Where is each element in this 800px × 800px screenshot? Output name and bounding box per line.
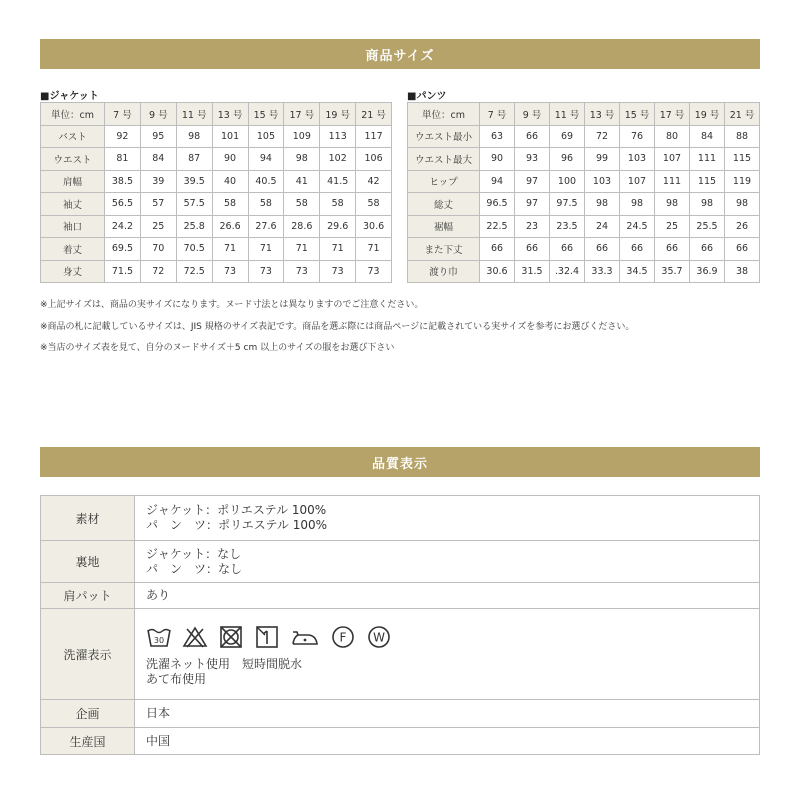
jacket-value-cell: 81 xyxy=(105,148,141,171)
jacket-value-cell: 71 xyxy=(284,238,320,261)
jacket-value-cell: 98 xyxy=(284,148,320,171)
material-value xyxy=(135,496,760,541)
pants-value-cell: 31.5 xyxy=(515,260,550,283)
pants-size-header-cell: 19 号 xyxy=(690,103,725,126)
note-1: ※上記サイズは、商品の実サイズになります。ヌード寸法とは異なりますのでご注意ください。 xyxy=(40,300,424,310)
origin-value: 中国 xyxy=(135,728,760,755)
pants-value-cell: 115 xyxy=(690,170,725,193)
pants-value-cell: 35.7 xyxy=(655,260,690,283)
jacket-value-cell: 69.5 xyxy=(105,238,141,261)
jacket-value-cell: 84 xyxy=(140,148,176,171)
dry-clean-f-icon xyxy=(330,625,356,649)
care-row xyxy=(41,609,760,700)
jacket-row xyxy=(41,170,392,193)
pants-value-cell: 119 xyxy=(725,170,760,193)
pants-value-cell: 26 xyxy=(725,215,760,238)
jacket-value-cell: 58 xyxy=(248,193,284,216)
pants-value-cell: 76 xyxy=(620,125,655,148)
pants-value-cell: 84 xyxy=(690,125,725,148)
material-row xyxy=(41,496,760,541)
jacket-value-cell: 73 xyxy=(212,260,248,283)
care-value xyxy=(135,609,760,700)
pants-value-cell: 63 xyxy=(480,125,515,148)
jacket-row-label: 着丈 xyxy=(41,238,105,261)
wash-temp-label: 30 xyxy=(153,636,165,645)
origin-row xyxy=(41,728,760,755)
pants-value-cell: 115 xyxy=(725,148,760,171)
pants-row xyxy=(408,170,760,193)
jacket-value-cell: 72 xyxy=(140,260,176,283)
jacket-value-cell: 41.5 xyxy=(320,170,356,193)
jacket-value-cell: 98 xyxy=(176,125,212,148)
jacket-value-cell: 90 xyxy=(212,148,248,171)
jacket-size-header-cell: 9 号 xyxy=(140,103,176,126)
jacket-value-cell: 87 xyxy=(176,148,212,171)
origin-label: 生産国 xyxy=(41,728,135,755)
jacket-value-cell: 102 xyxy=(320,148,356,171)
jacket-size-table xyxy=(40,102,392,283)
jacket-value-cell: 40 xyxy=(212,170,248,193)
jacket-row-label: バスト xyxy=(41,125,105,148)
jacket-size-header-cell: 17 号 xyxy=(284,103,320,126)
jacket-value-cell: 101 xyxy=(212,125,248,148)
shoulder-pad-row xyxy=(41,583,760,609)
pants-size-header-cell: 21 号 xyxy=(725,103,760,126)
jacket-value-cell: 25.8 xyxy=(176,215,212,238)
pants-value-cell: 94 xyxy=(480,170,515,193)
jacket-value-cell: 71 xyxy=(248,238,284,261)
note-2: ※商品の札に記載しているサイズは、JIS 規格のサイズ表記です。商品を選ぶ際には商品ページに記載されている実サイズを参考にお選びください。 xyxy=(40,322,635,332)
pants-header-row xyxy=(408,103,760,126)
pants-value-cell: 99 xyxy=(585,148,620,171)
jacket-value-cell: 40.5 xyxy=(248,170,284,193)
shoulder-pad-label: 肩パット xyxy=(41,583,135,609)
jacket-value-cell: 73 xyxy=(320,260,356,283)
pants-size-header-cell: 9 号 xyxy=(515,103,550,126)
jacket-value-cell: 25 xyxy=(140,215,176,238)
pants-row-label: ウエスト最小 xyxy=(408,125,480,148)
quality-table xyxy=(40,495,760,755)
pants-value-cell: 98 xyxy=(585,193,620,216)
pants-size-table xyxy=(407,102,760,283)
jacket-value-cell: 70 xyxy=(140,238,176,261)
jacket-row-label: 袖丈 xyxy=(41,193,105,216)
pants-value-cell: 103 xyxy=(585,170,620,193)
pants-row xyxy=(408,148,760,171)
pants-table-title: ■パンツ xyxy=(407,91,447,102)
pants-row xyxy=(408,215,760,238)
pants-value-cell: 103 xyxy=(620,148,655,171)
jacket-row xyxy=(41,148,392,171)
care-icons xyxy=(146,623,759,651)
jacket-value-cell: 113 xyxy=(320,125,356,148)
plan-value: 日本 xyxy=(135,700,760,728)
lining-row xyxy=(41,541,760,583)
pants-value-cell: 24 xyxy=(585,215,620,238)
jacket-value-cell: 26.6 xyxy=(212,215,248,238)
jacket-value-cell: 58 xyxy=(320,193,356,216)
pants-value-cell: 66 xyxy=(515,238,550,261)
jacket-value-cell: 28.6 xyxy=(284,215,320,238)
jacket-value-cell: 117 xyxy=(356,125,392,148)
jacket-value-cell: 29.6 xyxy=(320,215,356,238)
material-pants: パ ン ツ：ポリエステル 100% xyxy=(146,518,328,532)
jacket-row-label: 袖口 xyxy=(41,215,105,238)
jacket-value-cell: 30.6 xyxy=(356,215,392,238)
jacket-size-header-cell: 15 号 xyxy=(248,103,284,126)
jacket-value-cell: 27.6 xyxy=(248,215,284,238)
jacket-value-cell: 73 xyxy=(284,260,320,283)
note-3: ※当店のサイズ表を見て、自分のヌードサイズ＋5 cm 以上のサイズの服をお選び下さい xyxy=(40,343,395,353)
dry-clean-f-letter: F xyxy=(339,630,347,645)
jacket-table-title: ■ジャケット xyxy=(40,91,99,102)
material-jacket: ジャケット：ポリエステル 100% xyxy=(146,503,327,517)
pants-row-label: 裾幅 xyxy=(408,215,480,238)
jacket-value-cell: 42 xyxy=(356,170,392,193)
jacket-size-header-cell: 11 号 xyxy=(176,103,212,126)
jacket-value-cell: 73 xyxy=(356,260,392,283)
pants-row xyxy=(408,238,760,261)
jacket-value-cell: 72.5 xyxy=(176,260,212,283)
jacket-header-row xyxy=(41,103,392,126)
jacket-size-header-cell: 19 号 xyxy=(320,103,356,126)
jacket-value-cell: 71.5 xyxy=(105,260,141,283)
jacket-size-header-cell: 7 号 xyxy=(105,103,141,126)
pants-size-header-cell: 7 号 xyxy=(480,103,515,126)
pants-size-header-cell: 17 号 xyxy=(655,103,690,126)
jacket-row-label: 身丈 xyxy=(41,260,105,283)
pants-row xyxy=(408,260,760,283)
jacket-value-cell: 24.2 xyxy=(105,215,141,238)
size-banner: 商品サイズ xyxy=(40,39,760,69)
lining-label: 裏地 xyxy=(41,541,135,583)
jacket-value-cell: 56.5 xyxy=(105,193,141,216)
pants-value-cell: 98 xyxy=(690,193,725,216)
pants-row-label: ウエスト最大 xyxy=(408,148,480,171)
pants-value-cell: 90 xyxy=(480,148,515,171)
pants-value-cell: 36.9 xyxy=(690,260,725,283)
jacket-value-cell: 94 xyxy=(248,148,284,171)
pants-value-cell: 23.5 xyxy=(550,215,585,238)
jacket-row-label: ウエスト xyxy=(41,148,105,171)
jacket-value-cell: 109 xyxy=(284,125,320,148)
lining-jacket: ジャケット：なし xyxy=(146,546,242,561)
jacket-value-cell: 71 xyxy=(320,238,356,261)
jacket-size-header-cell: 13 号 xyxy=(212,103,248,126)
no-tumble-dry-icon xyxy=(218,625,244,649)
pants-size-header-cell: 13 号 xyxy=(585,103,620,126)
jacket-row xyxy=(41,193,392,216)
jacket-value-cell: 58 xyxy=(356,193,392,216)
jacket-value-cell: 58 xyxy=(212,193,248,216)
pants-value-cell: 66 xyxy=(725,238,760,261)
pants-row-label: また下丈 xyxy=(408,238,480,261)
quality-banner: 品質表示 xyxy=(40,447,760,477)
pants-value-cell: 66 xyxy=(515,125,550,148)
care-note-2: あて布使用 xyxy=(146,672,207,686)
pants-row-label: ヒップ xyxy=(408,170,480,193)
jacket-value-cell: 95 xyxy=(140,125,176,148)
pants-row-label: 総丈 xyxy=(408,193,480,216)
pants-value-cell: 80 xyxy=(655,125,690,148)
pants-value-cell: 100 xyxy=(550,170,585,193)
jacket-value-cell: 39 xyxy=(140,170,176,193)
jacket-row xyxy=(41,215,392,238)
pants-value-cell: 66 xyxy=(585,238,620,261)
jacket-row xyxy=(41,238,392,261)
pants-row-label: 渡り巾 xyxy=(408,260,480,283)
jacket-value-cell: 57 xyxy=(140,193,176,216)
pants-value-cell: 96 xyxy=(550,148,585,171)
pants-value-cell: 96.5 xyxy=(480,193,515,216)
pants-value-cell: 30.6 xyxy=(480,260,515,283)
no-bleach-icon xyxy=(182,625,208,649)
line-dry-icon xyxy=(254,625,280,649)
jacket-row xyxy=(41,125,392,148)
pants-size-header-cell: 11 号 xyxy=(550,103,585,126)
pants-value-cell: 111 xyxy=(655,170,690,193)
pants-value-cell: 72 xyxy=(585,125,620,148)
wet-clean-w-icon xyxy=(366,625,392,649)
pants-value-cell: 34.5 xyxy=(620,260,655,283)
care-note-1: 洗濯ネット使用 短時間脱水 xyxy=(146,657,303,671)
pants-value-cell: 22.5 xyxy=(480,215,515,238)
pants-unit-cell: 単位：cm xyxy=(408,103,480,126)
pants-value-cell: 97 xyxy=(515,170,550,193)
jacket-value-cell: 58 xyxy=(284,193,320,216)
jacket-row xyxy=(41,260,392,283)
pants-size-header-cell: 15 号 xyxy=(620,103,655,126)
pants-value-cell: 23 xyxy=(515,215,550,238)
jacket-value-cell: 106 xyxy=(356,148,392,171)
jacket-value-cell: 105 xyxy=(248,125,284,148)
pants-value-cell: 25 xyxy=(655,215,690,238)
pants-value-cell: 107 xyxy=(620,170,655,193)
jacket-value-cell: 71 xyxy=(356,238,392,261)
care-label: 洗濯表示 xyxy=(41,609,135,700)
jacket-value-cell: 70.5 xyxy=(176,238,212,261)
lining-pants: パ ン ツ：なし xyxy=(146,561,243,576)
jacket-value-cell: 71 xyxy=(212,238,248,261)
wash-30-icon xyxy=(146,625,172,649)
pants-value-cell: 107 xyxy=(655,148,690,171)
pants-value-cell: 97.5 xyxy=(550,193,585,216)
pants-value-cell: .32.4 xyxy=(550,260,585,283)
pants-value-cell: 25.5 xyxy=(690,215,725,238)
jacket-value-cell: 73 xyxy=(248,260,284,283)
plan-row xyxy=(41,700,760,728)
pants-value-cell: 66 xyxy=(655,238,690,261)
lining-value xyxy=(135,541,760,583)
plan-label: 企画 xyxy=(41,700,135,728)
pants-value-cell: 66 xyxy=(690,238,725,261)
jacket-value-cell: 57.5 xyxy=(176,193,212,216)
pants-value-cell: 66 xyxy=(550,238,585,261)
pants-value-cell: 88 xyxy=(725,125,760,148)
jacket-value-cell: 38.5 xyxy=(105,170,141,193)
material-label: 素材 xyxy=(41,496,135,541)
jacket-row-label: 肩幅 xyxy=(41,170,105,193)
jacket-value-cell: 41 xyxy=(284,170,320,193)
pants-value-cell: 98 xyxy=(655,193,690,216)
shoulder-pad-value: あり xyxy=(135,583,760,609)
pants-value-cell: 24.5 xyxy=(620,215,655,238)
jacket-value-cell: 92 xyxy=(105,125,141,148)
pants-value-cell: 111 xyxy=(690,148,725,171)
pants-value-cell: 69 xyxy=(550,125,585,148)
jacket-size-header-cell: 21 号 xyxy=(356,103,392,126)
pants-value-cell: 98 xyxy=(725,193,760,216)
iron-icon xyxy=(290,625,320,649)
pants-value-cell: 93 xyxy=(515,148,550,171)
pants-value-cell: 97 xyxy=(515,193,550,216)
pants-value-cell: 33.3 xyxy=(585,260,620,283)
jacket-value-cell: 39.5 xyxy=(176,170,212,193)
pants-value-cell: 66 xyxy=(480,238,515,261)
pants-row xyxy=(408,125,760,148)
jacket-unit-cell: 単位：cm xyxy=(41,103,105,126)
pants-value-cell: 98 xyxy=(620,193,655,216)
pants-row xyxy=(408,193,760,216)
pants-value-cell: 38 xyxy=(725,260,760,283)
wet-clean-w-letter: W xyxy=(373,630,385,645)
pants-value-cell: 66 xyxy=(620,238,655,261)
